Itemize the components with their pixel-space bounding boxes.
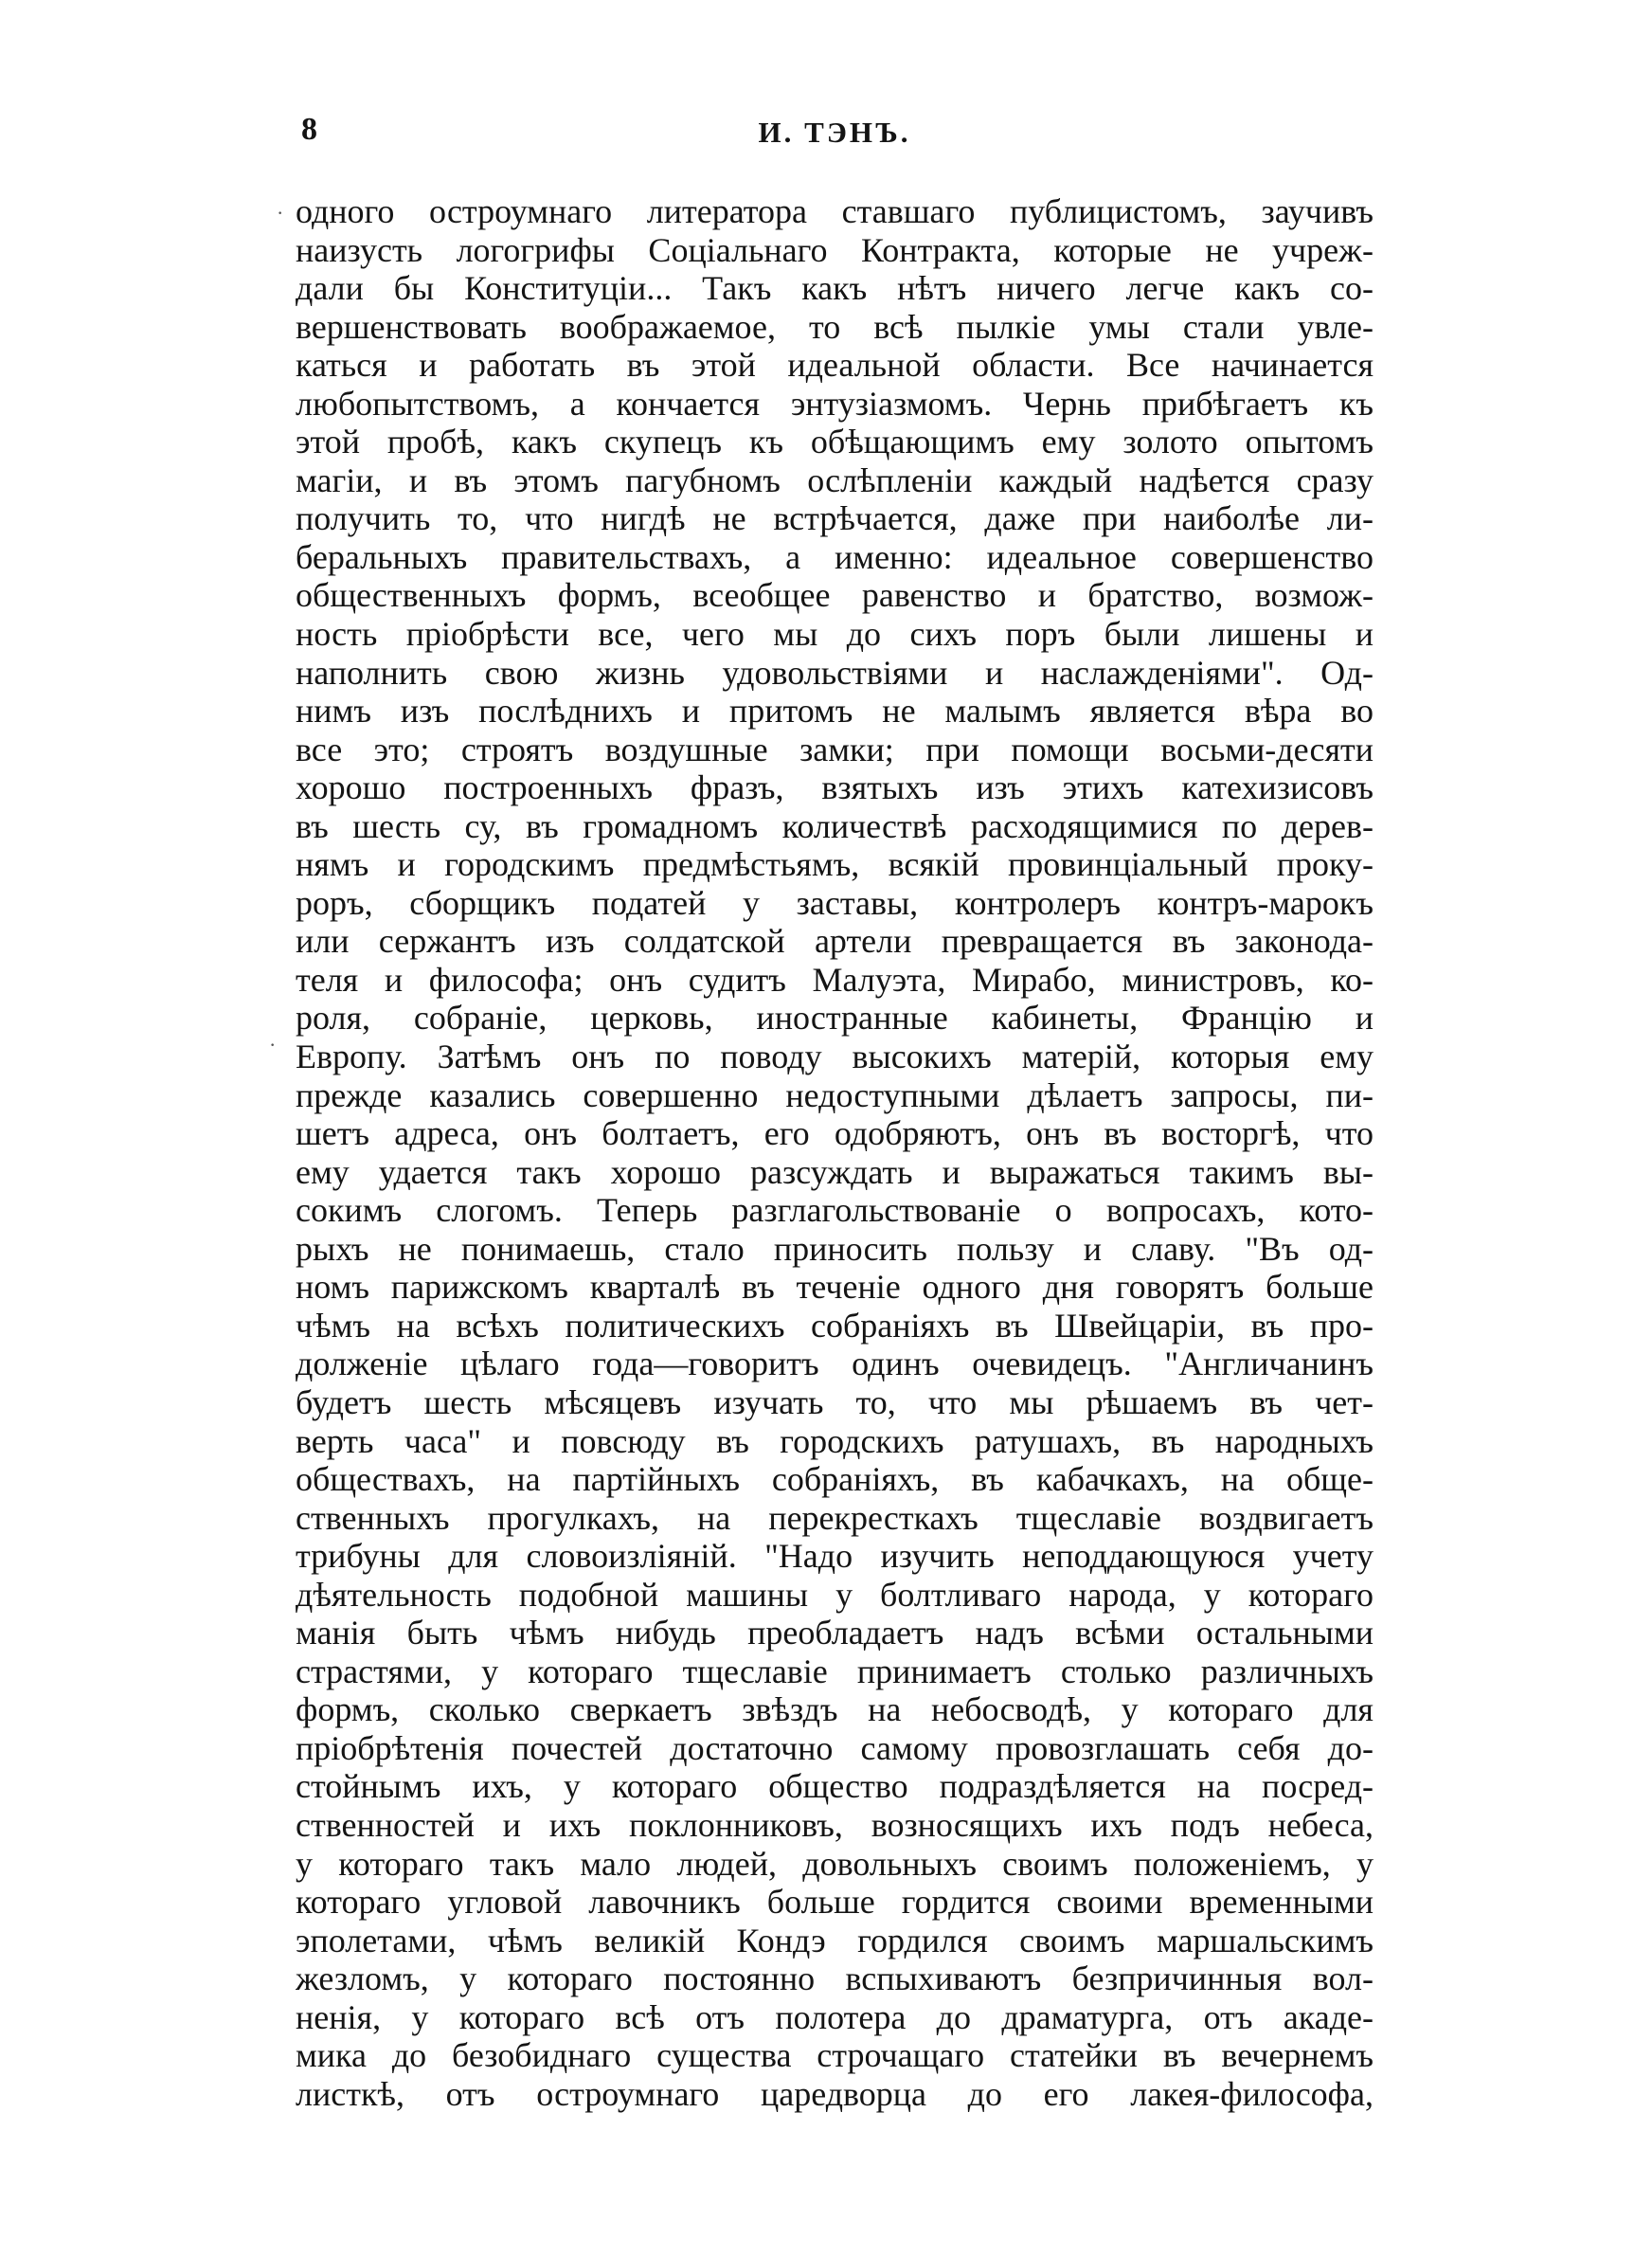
text-line: шетъ адреса, онъ болтаетъ, его одобряютъ, онъ въ восторгѣ, что: [296, 1114, 1374, 1153]
text-line: жезломъ, у котораго постоянно вспыхиваютъ безпричинныя вол-: [296, 1959, 1374, 1998]
text-line: нямъ и городскимъ предмѣстьямъ, всякій провинціальный проку-: [296, 845, 1374, 884]
text-line: дали бы Конституціи... Такъ какъ нѣтъ ничего легче какъ со-: [296, 269, 1374, 308]
text-line: общественныхъ формъ, всеобщее равенство и братство, возмож-: [296, 576, 1374, 615]
text-line: или сержантъ изъ солдатской артели превращается въ законода-: [296, 922, 1374, 961]
text-line: ность пріобрѣсти все, чего мы до сихъ поръ были лишены и: [296, 615, 1374, 654]
text-line: номъ парижскомъ кварталѣ въ теченіе одного дня говорятъ больше: [296, 1268, 1374, 1307]
text-line: чѣмъ на всѣхъ политическихъ собраніяхъ въ Швейцаріи, въ про-: [296, 1306, 1374, 1345]
text-line: любопытствомъ, а кончается энтузіазмомъ. Чернь прибѣгаетъ къ: [296, 384, 1374, 423]
text-line: хорошо построенныхъ фразъ, взятыхъ изъ этихъ катехизисовъ: [296, 768, 1374, 807]
text-line: страстями, у котораго тщеславіе принимаетъ столько различныхъ: [296, 1652, 1374, 1690]
text-line: въ шесть су, въ громадномъ количествѣ расходящимися по дерев-: [296, 806, 1374, 845]
text-line: у котораго такъ мало людей, довольныхъ своимъ положеніемъ, у: [296, 1844, 1374, 1883]
text-line: ственныхъ прогулкахъ, на перекресткахъ тщеславіе воздвигаетъ: [296, 1498, 1374, 1537]
text-line: получить то, что нигдѣ не встрѣчается, даже при наиболѣе ли-: [296, 499, 1374, 538]
text-line: эполетами, чѣмъ великій Кондэ гордился своимъ маршальскимъ: [296, 1921, 1374, 1959]
text-line: роръ, сборщикъ податей у заставы, контролеръ контръ-марокъ: [296, 883, 1374, 922]
page-number: 8: [301, 112, 318, 147]
text-line: нимъ изъ послѣднихъ и притомъ не малымъ является вѣра во: [296, 692, 1374, 731]
text-line: мика до безобиднаго существа строчащаго статейки въ вечернемъ: [296, 2036, 1374, 2075]
text-line: манія быть чѣмъ нибудь преобладаетъ надъ всѣми остальными: [296, 1614, 1374, 1652]
text-line: каться и работать въ этой идеальной области. Все начинается: [296, 346, 1374, 385]
text-line: котораго угловой лавочникъ больше гордится своими временными: [296, 1883, 1374, 1922]
text-line: наполнить свою жизнь удовольствіями и наслажденіями". Од-: [296, 653, 1374, 692]
text-line: листкѣ, отъ остроумнаго царедворца до его лакея-философа,: [296, 2074, 1374, 2113]
margin-mark: ·: [277, 201, 284, 225]
text-line: обществахъ, на партійныхъ собраніяхъ, въ кабачкахъ, на обще-: [296, 1460, 1374, 1499]
text-line: стойнымъ ихъ, у котораго общество подраздѣляется на посред-: [296, 1767, 1374, 1806]
text-line: пріобрѣтенія почестей достаточно самому провозглашать себя до-: [296, 1728, 1374, 1767]
text-line: ему удается такъ хорошо разсуждать и выражаться такимъ вы-: [296, 1152, 1374, 1191]
text-line: верть часа" и повсюду въ городскихъ ратушахъ, въ народныхъ: [296, 1421, 1374, 1460]
text-line: одного остроумнаго литератора ставшаго публицистомъ, заучивъ: [296, 192, 1374, 230]
body-text: [296, 192, 1374, 2113]
text-line: вершенствовать воображаемое, то всѣ пылкіе умы стали увле-: [296, 307, 1374, 346]
text-line: будетъ шесть мѣсяцевъ изучать то, что мы рѣшаемъ въ чет-: [296, 1382, 1374, 1421]
text-line: все это; строятъ воздушные замки; при помощи восьми-десяти: [296, 730, 1374, 768]
text-line: трибуны для словоизліяній. "Надо изучить неподдающуюся учету: [296, 1537, 1374, 1576]
text-line: рыхъ не понимаешь, стало приносить пользу и славу. "Въ од-: [296, 1229, 1374, 1268]
text-line: ственностей и ихъ поклонниковъ, возносящихъ ихъ подъ небеса,: [296, 1805, 1374, 1844]
margin-mark: ·: [269, 1033, 277, 1056]
text-line: сокимъ слогомъ. Теперь разглагольствованіе о вопросахъ, кото-: [296, 1191, 1374, 1230]
text-line: Европу. Затѣмъ онъ по поводу высокихъ матерій, которыя ему: [296, 1038, 1374, 1076]
text-line: этой пробѣ, какъ скупецъ къ обѣщающимъ ему золото опытомъ: [296, 423, 1374, 461]
text-line: роля, собраніе, церковь, иностранные кабинеты, Францію и: [296, 999, 1374, 1038]
text-line: долженіе цѣлаго года—говоритъ одинъ очевидецъ. "Англичанинъ: [296, 1345, 1374, 1383]
text-line: магіи, и въ этомъ пагубномъ ослѣпленіи каждый надѣется сразу: [296, 460, 1374, 499]
text-line: наизусть логогрифы Соціальнаго Контракта, которые не учреж-: [296, 230, 1374, 269]
text-line: ненія, у котораго всѣ отъ полотера до драматурга, отъ акаде-: [296, 1997, 1374, 2036]
text-line: беральныхъ правительствахъ, а именно: идеальное совершенство: [296, 537, 1374, 576]
text-line: дѣятельность подобной машины у болтливаго народа, у котораго: [296, 1575, 1374, 1614]
text-line: теля и философа; онъ судитъ Малуэта, Мирабо, министровъ, ко-: [296, 960, 1374, 999]
running-head: [296, 112, 1374, 159]
running-title: И. ТЭНЪ.: [758, 116, 911, 149]
text-line: формъ, сколько сверкаетъ звѣздъ на небосводѣ, у котораго для: [296, 1690, 1374, 1729]
text-line: прежде казались совершенно недоступными дѣлаетъ запросы, пи-: [296, 1075, 1374, 1114]
